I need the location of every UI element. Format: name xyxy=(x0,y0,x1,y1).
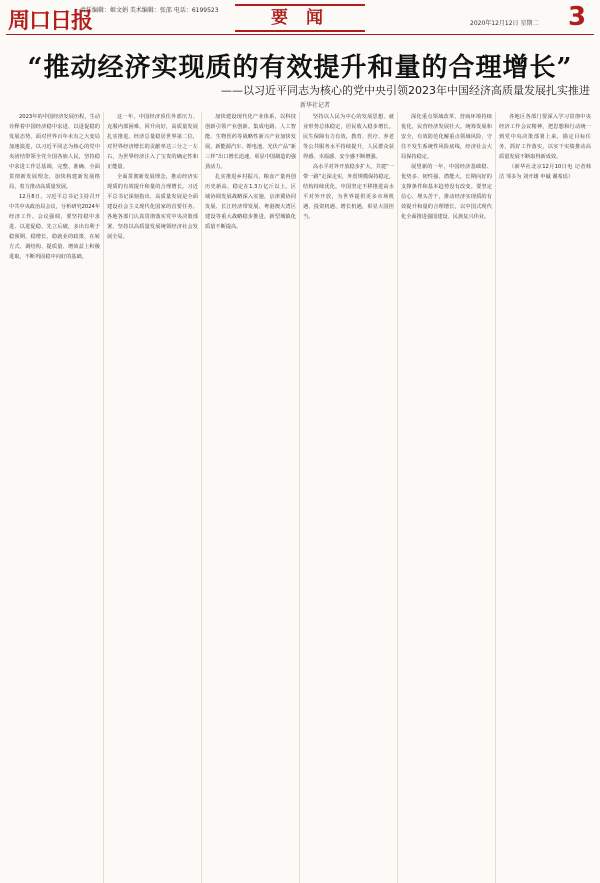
paragraph: 这一年，中国经济顶住外部压力、克服内部困难，回升向好，高质量发展扎实推进。经济总量稳居世界第二位，对世界经济增长的贡献率达三分之一左右，为世界经济注入了宝贵的确定性和正能量。 xyxy=(107,114,198,170)
paragraph: 12月8日，习近平总书记主持召开中共中央政治局会议，分析研究2024年经济工作。会议强调，要坚持稳中求进、以进促稳、先立后破，多出有利于稳预期、稳增长、稳就业的政策，在转方式、调结构、提质量、增效益上积极进取，不断巩固稳中向好的基础。 xyxy=(9,194,101,260)
newspaper-logo: 周口日报 xyxy=(8,8,93,34)
paragraph: 坚持以人民为中心的发展思想，就业形势总体稳定，居民收入稳步增长。民生保障有力有效，教育、医疗、养老等公共服务水平持续提升，人民群众获得感、幸福感、安全感不断增强。 xyxy=(303,114,394,160)
paragraph: 深化重点领域改革，营商环境持续优化，民营经济发展壮大。统筹发展和安全，有效防范化解重点领域风险，守住不发生系统性风险底线，经济社会大局保持稳定。 xyxy=(401,114,492,160)
text-column xyxy=(202,112,300,883)
article-headline: “推动经济实现质的有效提升和量的合理增长” xyxy=(27,53,573,83)
text-column xyxy=(398,112,496,883)
editor-info: 责任编辑：姬文娟 美术编辑：张邵 电话：6199523 xyxy=(80,7,219,14)
paragraph: 扎实推进乡村振兴，粮食产量再创历史新高，稳定在1.3万亿斤以上。区域协调发展战略深入实施，京津冀协同发展、长江经济带发展、粤港澳大湾区建设等重大战略稳步推进，新型城镇化质量不断提高。 xyxy=(205,174,296,230)
text-column xyxy=(300,112,398,883)
text-column xyxy=(104,112,202,883)
section-title: 要 闻 xyxy=(235,4,365,32)
text-column xyxy=(496,112,594,883)
paragraph: 2023年的中国经济发展历程，生动诠释着中国经济稳中求进、以进促稳的发展态势。面对世界百年未有之大变局加速演进，以习近平同志为核心的党中央团结带领全党全国各族人民，坚持稳中求进工作总基调，完整、准确、全面贯彻新发展理念，加快构建新发展格局，着力推动高质量发展。 xyxy=(9,114,100,190)
article-body xyxy=(6,112,594,883)
paragraph: 全面贯彻新发展理念，推动经济实现质的有效提升和量的合理增长。习近平总书记深刻指出，高质量发展是全面建设社会主义现代化国家的首要任务。各地各部门认真贯彻落实党中央决策部署，坚持以高质量发展统领经济社会发展全局。 xyxy=(107,174,198,240)
paragraph: 各地区各部门要深入学习贯彻中央经济工作会议精神，把思想和行动统一到党中央决策部署上来，锚定目标任务，抓好工作落实，以实干实绩推动高质量发展不断取得新成效。 xyxy=(499,114,591,160)
masthead-divider xyxy=(6,34,594,35)
article-subheadline: ——以习近平同志为核心的党中央引领2023年中国经济高质量发展扎实推进 xyxy=(221,84,590,97)
paragraph: 加快建设现代化产业体系，以科技创新引领产业创新。集成电路、人工智能、生物医药等战略性新兴产业加快发展，新能源汽车、锂电池、光伏产品“新三样”出口增长迅速，彰显中国制造的强劲活力。 xyxy=(205,114,296,170)
issue-date: 2020年12月12日 星期二 xyxy=(470,20,539,27)
paragraph: （新华社北京12月10日电 记者韩洁 邹多为 刘开雄 申铖 谢希瑶） xyxy=(499,164,591,180)
page-number: 3 xyxy=(568,2,587,32)
masthead xyxy=(0,0,600,40)
paragraph: 高水平对外开放稳步扩大，共建“一带一路”走深走实，外贸规模保持稳定，结构持续优化。中国坚定不移推进高水平对外开放，为世界提供更多市场机遇、投资机遇、增长机遇，彰显大国担当。 xyxy=(303,164,394,220)
paragraph: 展望新的一年，中国经济基础稳、优势多、韧性强、潜能大，长期向好的支撑条件和基本趋势没有改变。要坚定信心、埋头苦干，推动经济实现质的有效提升和量的合理增长，以中国式现代化全面推进强国建设、民族复兴伟业。 xyxy=(401,164,492,220)
text-column xyxy=(6,112,104,883)
article-byline: 新华社记者 xyxy=(300,102,331,109)
